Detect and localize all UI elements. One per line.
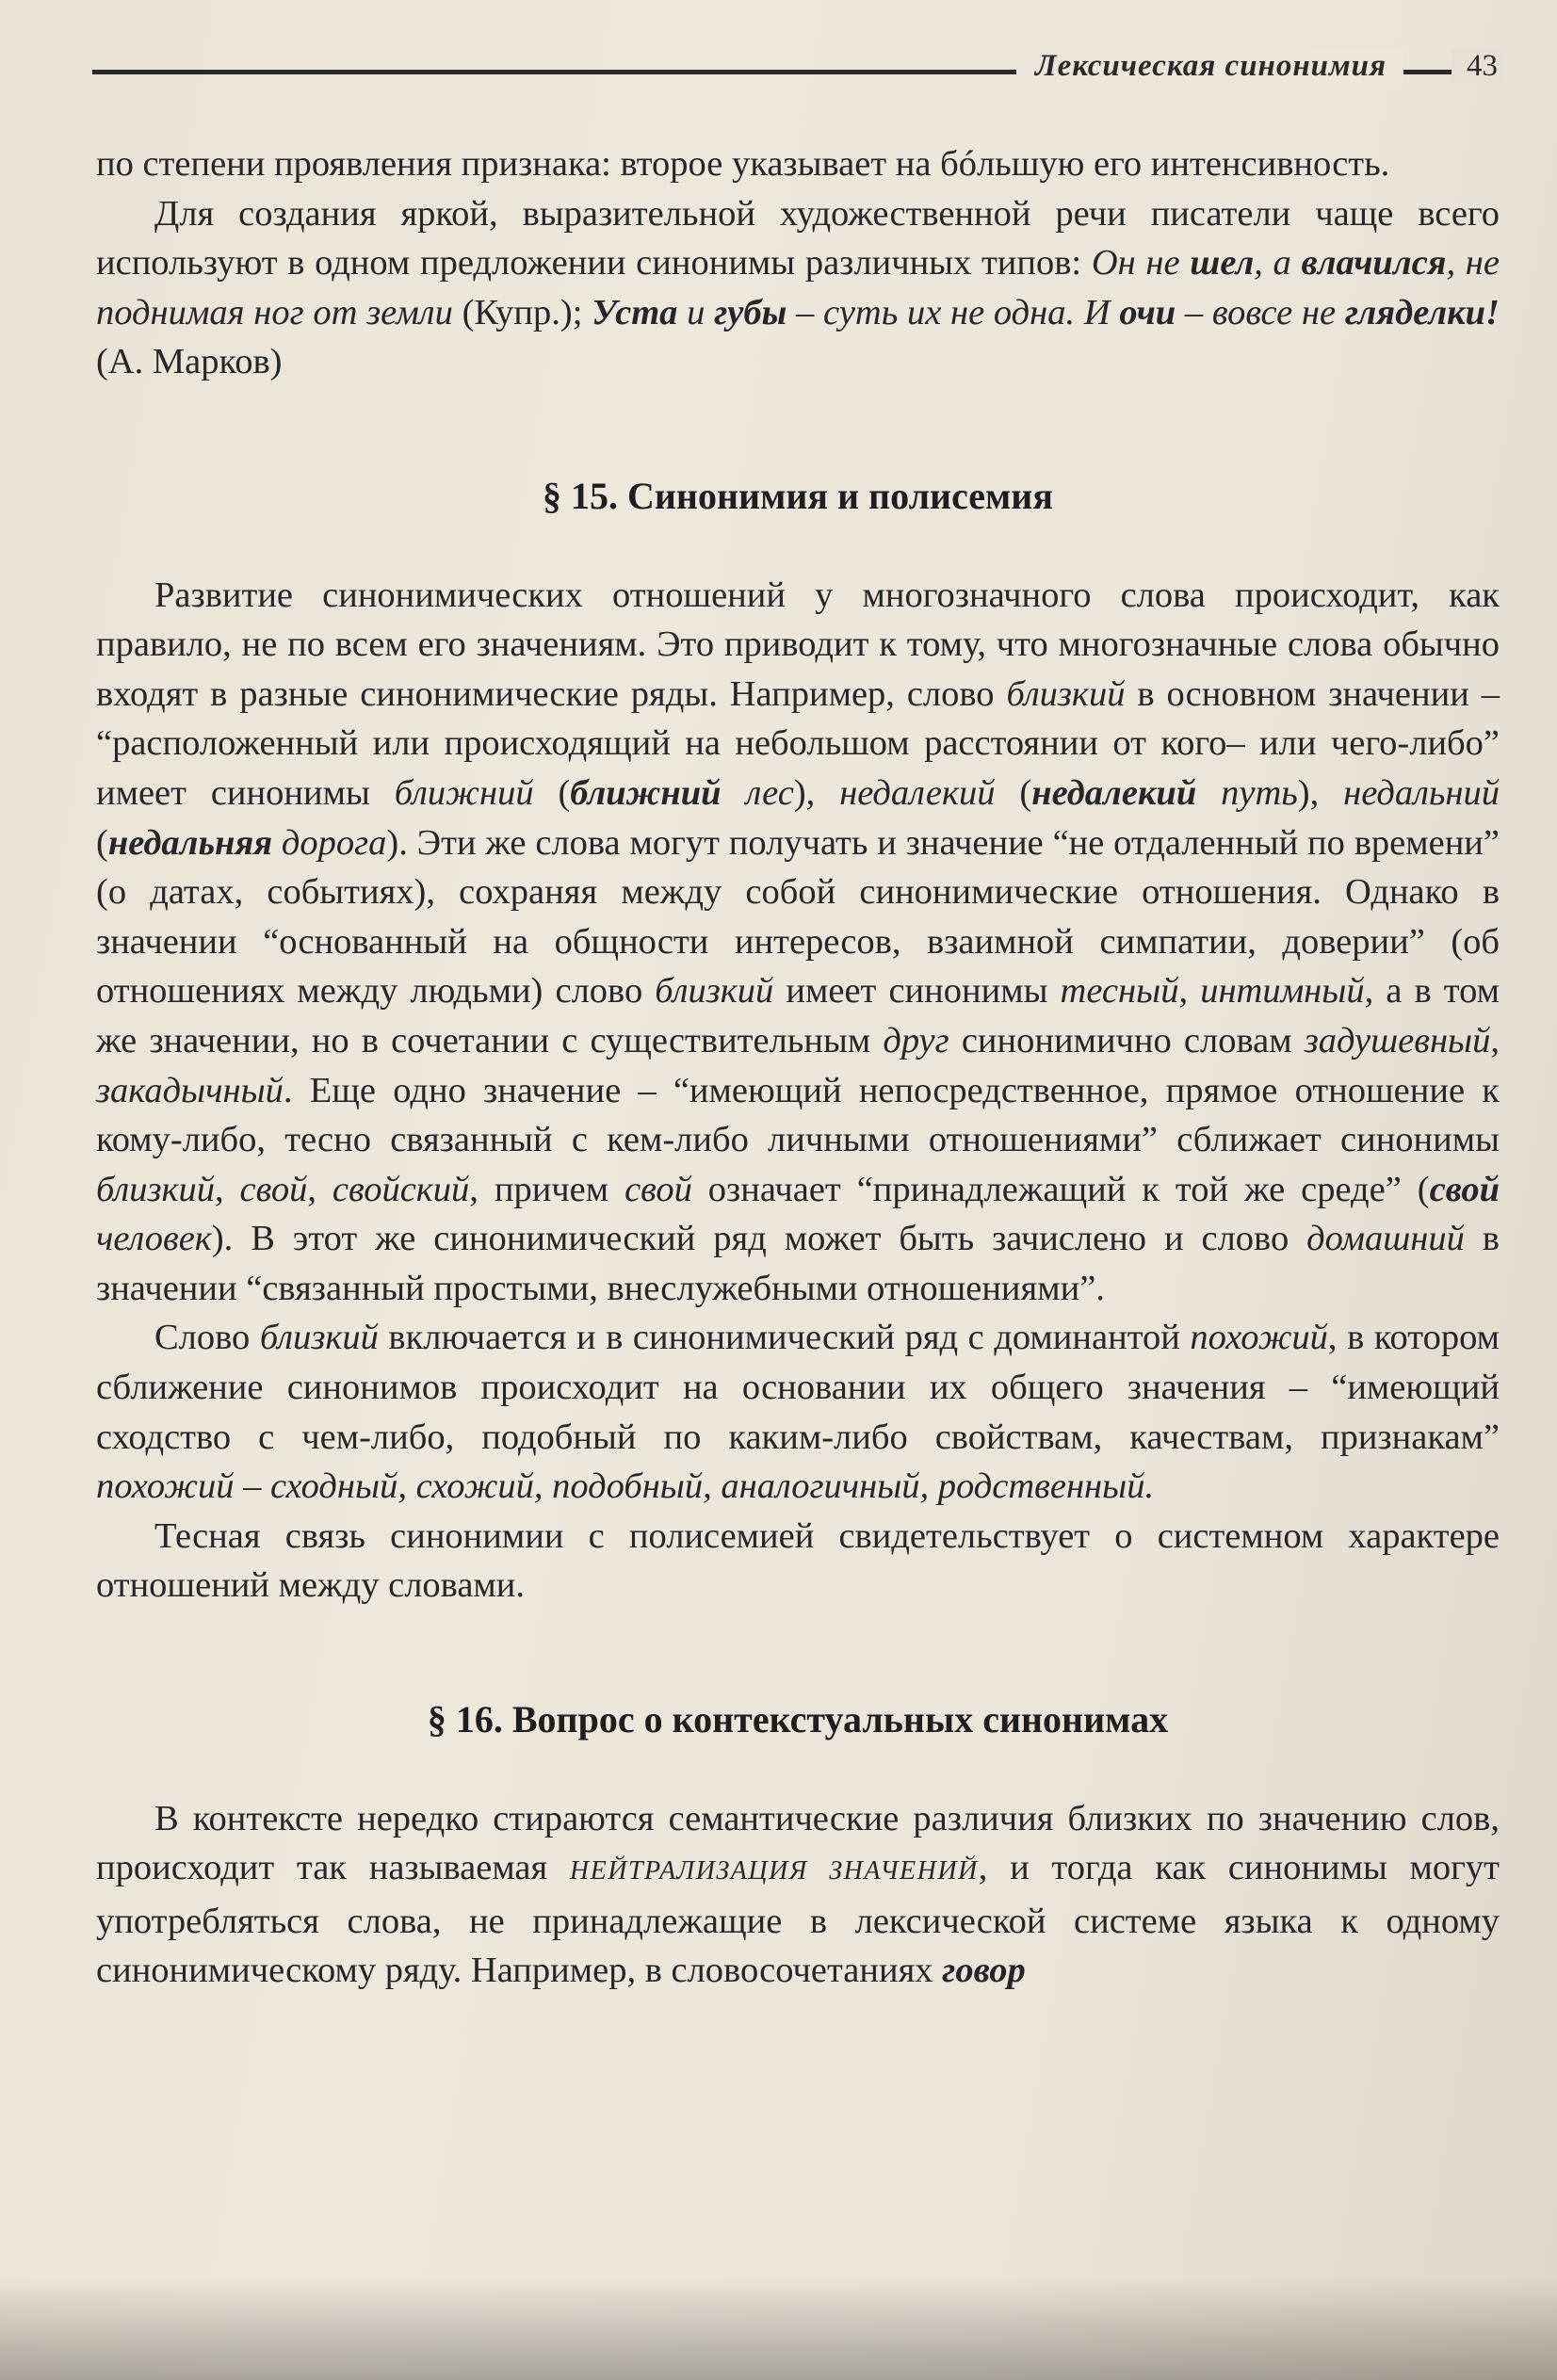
text-run: в основном значении – “расположенный или происходящий на небольшом расстоянии от кого– или чего-либо” имеет синонимы — [96, 673, 1500, 813]
text-run: , — [307, 1169, 332, 1209]
text-run: ), — [793, 772, 840, 813]
text-run: , а в том же значении, но в сочетании с существительным — [96, 971, 1500, 1060]
italic-run: близкий — [259, 1318, 379, 1358]
text-run: , — [1178, 971, 1201, 1012]
text-run: , в котором сближение синонимов происходит на основании их общего значения – “имеющий сходство с чем-либо, подобный по каким-либо свойствам, качествам, признакам” — [96, 1318, 1500, 1457]
bold-italic-run: свой — [1429, 1169, 1500, 1209]
text-run: имеет синонимы — [773, 971, 1061, 1012]
paragraph-5 — [96, 1512, 1500, 1611]
italic-run: друг — [883, 1020, 949, 1060]
text-run: ( — [995, 772, 1032, 813]
text-run: ). В этот же синонимический ряд может быть зачислено и слово — [211, 1219, 1307, 1259]
bold-italic-run: недальняя — [107, 822, 273, 863]
italic-run: – суть их не одна. И — [787, 292, 1120, 332]
bold-italic-run: шел — [1190, 243, 1255, 283]
paragraph-4 — [96, 1313, 1500, 1511]
paragraph-2 — [96, 189, 1500, 387]
bold-italic-run: очи — [1119, 292, 1176, 332]
italic-run: недалекий — [839, 772, 996, 813]
text-run: в значении “связанный простыми, внеслужебными отношениями”. — [96, 1219, 1500, 1308]
italic-run: тесный — [1060, 971, 1179, 1012]
bold-italic-run: губы — [714, 292, 787, 332]
text-run: , — [214, 1169, 240, 1209]
italic-run: , а — [1254, 243, 1302, 283]
paragraph-6 — [96, 1794, 1500, 1996]
text-run: В контексте нередко стираются семантические различия близких по значению слов, происходит так называемая — [96, 1798, 1500, 1888]
italic-run: – вовсе не — [1176, 292, 1345, 332]
text-run: , — [1490, 1020, 1500, 1060]
page-number: 43 — [1452, 49, 1505, 84]
text-run: означает “принадлежащий к той же среде” ( — [691, 1169, 1430, 1209]
italic-run: близкий — [96, 1169, 215, 1209]
italic-run: путь — [1196, 772, 1298, 813]
text-run: ). Эти же слова могут получать и значение “не отдаленный по времени” (о датах, событиях), сохраняя между собой синонимические отношения. Однако в значении “основанный на общности интересов, взаимной симпатии, доверии” (об отношениях между людьми) слово — [96, 822, 1500, 1012]
text-run: включается и в синонимический ряд с доминантой — [378, 1318, 1191, 1358]
running-head — [92, 49, 1505, 102]
italic-run: свой — [624, 1169, 692, 1209]
italic-run: похожий – сходный, схожий, подобный, аналогичный, родственный. — [96, 1466, 1155, 1507]
bold-italic-run: Уста — [592, 292, 678, 332]
small-caps-run: НЕЙТРАЛИЗАЦИЯ ЗНАЧЕНИЙ — [569, 1856, 979, 1886]
italic-run: интимный — [1200, 971, 1365, 1012]
paragraph-3 — [96, 571, 1500, 1314]
text-run: , и тогда как синонимы могут употребляться слова, не принадлежащие в лексической системе языка к одному синонимическому ряду. Например, в словосочетаниях — [96, 1848, 1500, 1991]
italic-run: человек — [96, 1219, 212, 1259]
italic-run: ближний — [394, 772, 534, 813]
bold-italic-run: ближний — [570, 772, 722, 813]
text-run: , причем — [469, 1169, 625, 1209]
page-bottom-shadow — [0, 2276, 1557, 2380]
italic-run: дорога — [272, 822, 387, 863]
section-heading-16: § 16. Вопрос о контекстуальных синонимах — [427, 1698, 1169, 1741]
italic-run: домашний — [1306, 1219, 1465, 1259]
bold-italic-run: недалекий — [1031, 772, 1197, 813]
italic-run: близкий — [1006, 673, 1126, 714]
italic-run: близкий — [655, 971, 774, 1012]
text-run: (Купр.); — [452, 292, 592, 332]
text-run: ), — [1297, 772, 1344, 813]
text-run: Слово — [154, 1318, 260, 1358]
text-run: (А. Марков) — [96, 342, 283, 382]
bold-italic-run: говор — [942, 1951, 1026, 1991]
italic-run: задушевный — [1304, 1020, 1491, 1060]
text-run: . Еще одно значение – “имеющий непосредственное, прямое отношение к кому-либо, тесно связанный с кем-либо личными отношениями” сближает синонимы — [96, 1070, 1500, 1160]
text-run: ( — [96, 822, 108, 863]
italic-run: свой — [239, 1169, 308, 1209]
text-run: синонимично словам — [949, 1020, 1305, 1060]
italic-run: закадычный — [96, 1070, 284, 1110]
paragraph-5-text: Тесная связь синонимии с полисемией свидетельствует о системном характере отношений между словами. — [96, 1515, 1500, 1606]
italic-run: и — [677, 292, 715, 332]
section-heading-15: § 15. Синонимия и полисемия — [543, 474, 1053, 517]
bold-italic-run: гляделки! — [1344, 292, 1500, 332]
italic-run: , не поднимая ног от земли — [96, 243, 1500, 332]
italic-run: Он не — [1091, 243, 1191, 283]
text-run: Для создания яркой, выразительной художественной речи писатели чаще всего используют в одном предложении синонимы различных типов: — [96, 193, 1500, 283]
bold-italic-run: влачился — [1301, 243, 1447, 283]
text-run: Развитие синонимических отношений у многозначного слова происходит, как правило, не по всем его значениям. Это приводит к тому, что многозначные слова обычно входят в разные синонимические ряды. Например, слово — [96, 575, 1500, 714]
running-title: Лексическая синонимия — [1016, 49, 1403, 84]
italic-run: похожий — [1190, 1318, 1328, 1358]
paragraph-1-text: по степени проявления признака: второе указывает на бóльшую его интенсивность. — [96, 144, 1390, 184]
text-run: ( — [533, 772, 571, 813]
italic-run: лес — [721, 772, 794, 813]
body-text — [96, 139, 1500, 1996]
italic-run: свойский — [332, 1169, 470, 1209]
paragraph-1 — [96, 139, 1500, 189]
italic-run: недальний — [1343, 772, 1500, 813]
